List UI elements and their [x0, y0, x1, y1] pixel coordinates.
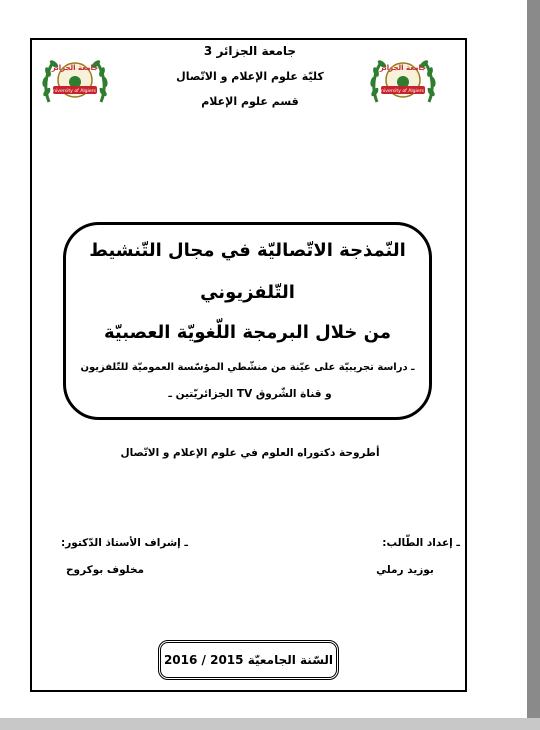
academic-year-box [158, 640, 339, 680]
svg-text:University of Algiers 3: University of Algiers 3 [49, 89, 101, 94]
university-logo-left [39, 52, 111, 112]
title-line-2: التّلفزيوني [200, 282, 295, 303]
university-logo-right [367, 52, 439, 112]
subtitle-line-1: ـ دراسة تجريبيّة على عيّنة من منشّطي المؤسّسة العموميّة للتّلفزيون [80, 362, 415, 373]
supervisor-name: مخلوف بوكروح [65, 564, 145, 576]
student-name: بوزيد رملي [376, 564, 434, 576]
supervisor-label: ـ إشراف الأستاذ الدّكتور: [61, 537, 188, 549]
title-line-3: من خلال البرمجة اللّغويّة العصبيّة [103, 322, 391, 343]
page-shadow-bottom [0, 718, 540, 730]
faculty-name: كليّة علوم الإعلام و الاتّصال [176, 70, 324, 83]
academic-year: السّنة الجامعيّة 2015 / 2016 [163, 653, 334, 667]
svg-text:جامعة الجزائر: جامعة الجزائر [51, 64, 99, 72]
svg-text:جامعة الجزائر: جامعة الجزائر [379, 64, 427, 72]
page-shadow-right [527, 0, 540, 730]
title-line-1: النّمذجة الاتّصاليّة في مجال التّنشيط [89, 240, 406, 261]
student-label: ـ إعداد الطّالب: [382, 537, 460, 549]
thesis-type: أطروحة دكتوراه العلوم في علوم الإعلام و الاتّصال [120, 447, 380, 459]
university-name: جامعة الجزائر 3 [203, 44, 297, 58]
department-name: قسم علوم الإعلام [201, 95, 299, 108]
subtitle-line-2: و قناة الشّروق TV الجزائريّتين ـ [168, 388, 332, 400]
svg-text:University of Algiers 3: University of Algiers 3 [377, 89, 429, 94]
